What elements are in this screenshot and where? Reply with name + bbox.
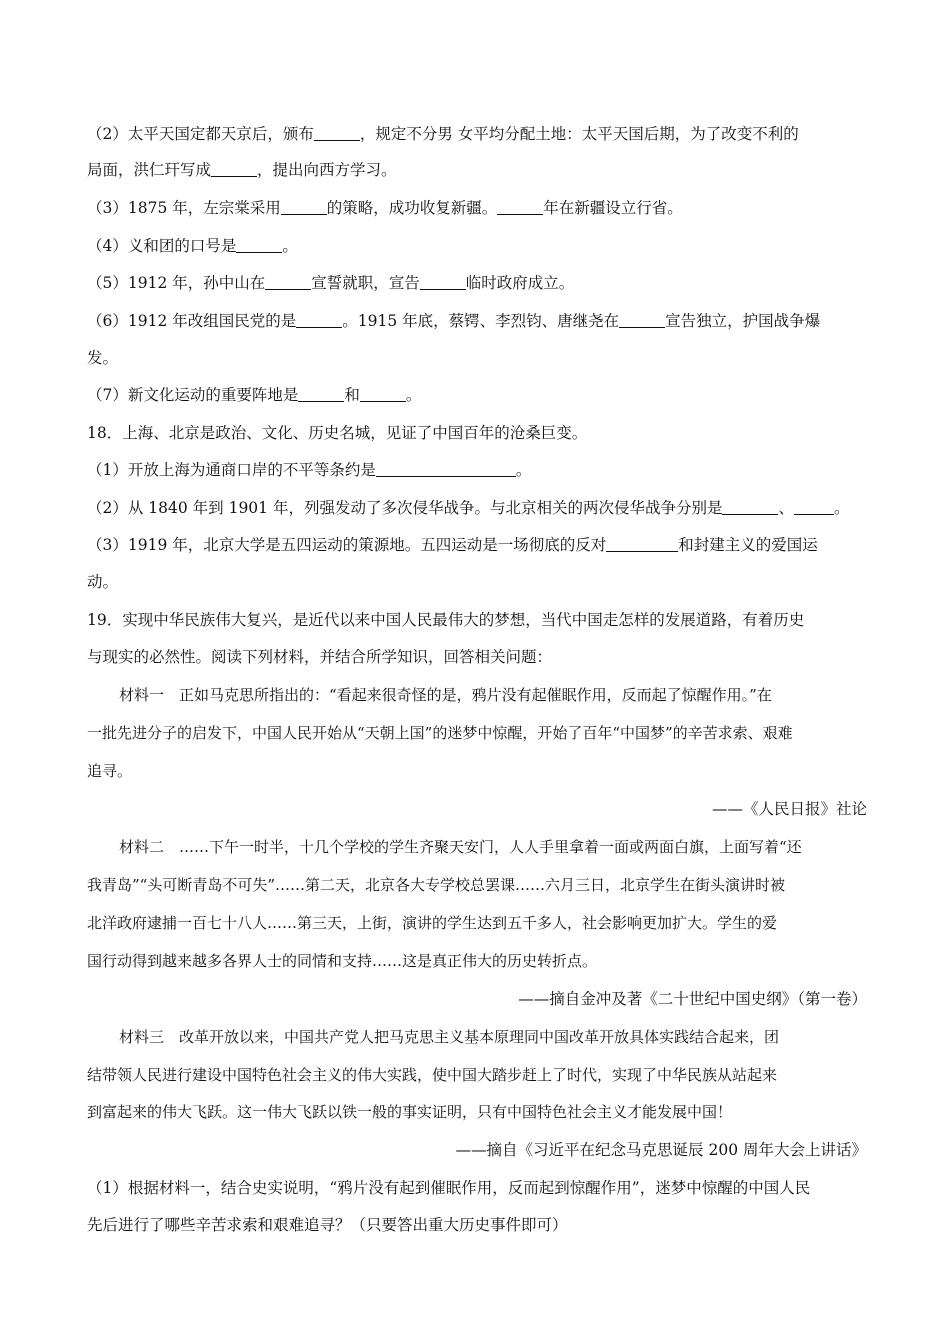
q17-item-2-line-2: 局面，洪仁玕写成 ，提出向西方学习。 <box>87 161 397 179</box>
material-2-line-1: 材料二 ……下午一时半，十几个学校的学生齐聚天安门，人人手里拿着一面或两面白旗，上面写着“还 <box>119 838 802 856</box>
q18-item-1: （1）开放上海为通商口岸的不平等条约是 。 <box>87 461 532 479</box>
material-2-source: ——摘自金冲及著《二十世纪中国史纲》（第一卷） <box>518 990 867 1008</box>
material-1-line-2: 一批先进分子的启发下，中国人民开始从“天朝上国”的迷梦中惊醒，开始了百年“中国梦”的辛苦求索、艰难 <box>87 724 793 742</box>
answer-blank[interactable] <box>236 237 282 253</box>
answer-blank[interactable] <box>794 499 834 515</box>
q18-item-3-line-2: 动。 <box>87 573 119 591</box>
material-1-line-1: 材料一 正如马克思所指出的：“看起来很奇怪的是，鸦片没有起催眠作用，反而起了惊醒作用。”在 <box>119 686 772 704</box>
material-3-line-2: 结带领人民进行建设中国特色社会主义的伟大实践，使中国大踏步赶上了时代，实现了中华民族从站起来 <box>87 1066 778 1084</box>
answer-blank[interactable] <box>265 274 311 290</box>
material-3-line-1: 材料三 改革开放以来，中国共产党人把马克思主义基本原理同中国改革开放具体实践结合起来，团 <box>119 1028 780 1046</box>
material-1-line-3: 追寻。 <box>87 762 133 780</box>
q17-item-6-line-2: 发。 <box>87 349 119 367</box>
q17-item-3: （3）1875 年，左宗棠采用 的策略，成功收复新疆。 年在新疆设立行省。 <box>87 199 683 217</box>
material-3-line-3: 到富起来的伟大飞跃。这一伟大飞跃以铁一般的事实证明，只有中国特色社会主义才能发展中国！ <box>87 1103 733 1121</box>
answer-blank[interactable] <box>606 536 678 552</box>
q19-stem-line-2: 与现实的必然性。阅读下列材料，并结合所学知识，回答相关问题： <box>87 648 553 666</box>
answer-blank[interactable] <box>420 274 466 290</box>
answer-blank[interactable] <box>281 199 327 215</box>
answer-blank[interactable] <box>376 461 516 477</box>
q17-item-6-line-1: （6）1912 年改组国民党的是 。1915 年底，蔡锷、李烈钧、唐继尧在 宣告独立，护国战争爆 <box>87 312 821 330</box>
answer-blank[interactable] <box>360 386 406 402</box>
q17-item-2-line-1: （2）太平天国定都天京后，颁布 ，规定不分男 女平均分配土地：太平天国后期，为了改变不利的 <box>87 125 799 143</box>
answer-blank[interactable] <box>619 312 665 328</box>
answer-blank[interactable] <box>722 499 778 515</box>
answer-blank[interactable] <box>211 161 257 177</box>
material-2-line-4: 国行动得到越来越多各界人士的同情和支持……这是真正伟大的历史转折点。 <box>87 952 598 970</box>
q19-subquestion-1-line-2: 先后进行了哪些辛苦求索和艰难追寻？（只要答出重大历史事件即可） <box>87 1216 568 1234</box>
q19-stem-line-1: 19．实现中华民族伟大复兴，是近代以来中国人民最伟大的梦想，当代中国走怎样的发展道路，有着历史 <box>87 611 805 629</box>
answer-blank[interactable] <box>296 312 342 328</box>
material-2-line-2: 我青岛”“头可断青岛不可失”……第二天，北京各大专学校总罢课……六月三日，北京学生在街头演讲时被 <box>87 876 786 894</box>
q17-item-5: （5）1912 年，孙中山在 宣誓就职，宣告 临时政府成立。 <box>87 274 575 292</box>
q18-item-2: （2）从 1840 年到 1901 年，列强发动了多次侵华战争。与北京相关的两次侵华战争分别是 、 。 <box>87 499 850 517</box>
answer-blank[interactable] <box>497 199 543 215</box>
q18-item-3-line-1: （3）1919 年，北京大学是五四运动的策源地。五四运动是一场彻底的反对 和封建主义的爱国运 <box>87 536 818 554</box>
q19-subquestion-1-line-1: （1）根据材料一，结合史实说明，“鸦片没有起到催眠作用，反而起到惊醒作用”，迷梦中惊醒的中国人民 <box>87 1179 811 1197</box>
answer-blank[interactable] <box>298 386 344 402</box>
q18-stem: 18．上海、北京是政治、文化、历史名城，见证了中国百年的沧桑巨变。 <box>87 424 588 442</box>
material-3-source: ——摘自《习近平在纪念马克思诞辰 200 周年大会上讲话》 <box>455 1141 867 1159</box>
q17-item-4: （4）义和团的口号是 。 <box>87 237 298 255</box>
answer-blank[interactable] <box>314 125 360 141</box>
material-1-source: ——《人民日报》社论 <box>711 800 867 818</box>
material-2-line-3: 北洋政府逮捕一百七十八人……第三天，上街，演讲的学生达到五千多人，社会影响更加扩大。学生的爱 <box>87 914 778 932</box>
q17-item-7: （7）新文化运动的重要阵地是 和 。 <box>87 386 422 404</box>
